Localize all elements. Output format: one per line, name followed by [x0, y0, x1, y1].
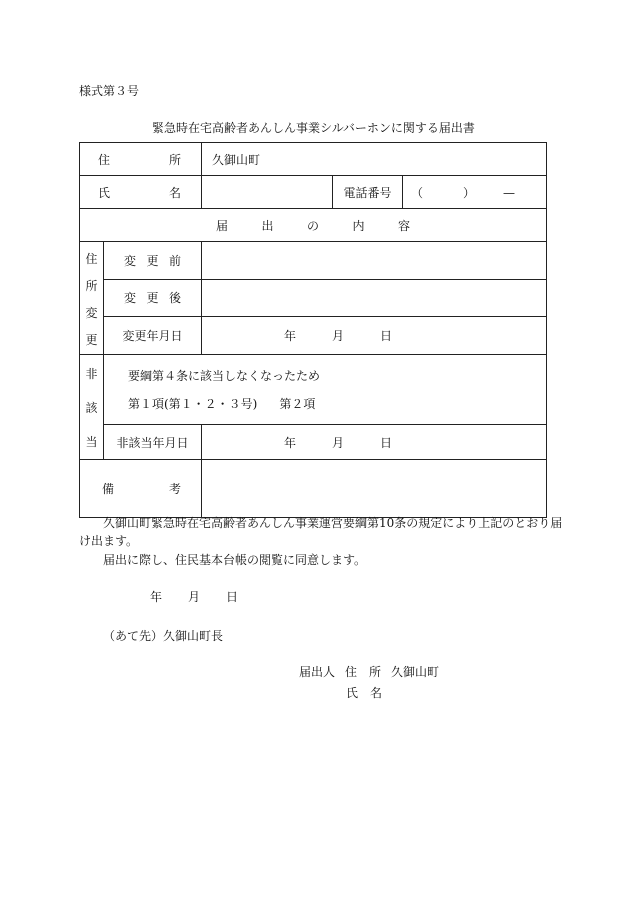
ineligible-date-value[interactable]: 年 月 日	[202, 425, 547, 460]
ineligible-item-1[interactable]: 第１項(第１・２・３号)	[128, 396, 258, 411]
ineligible-date-row	[80, 425, 547, 460]
before-change-row	[80, 242, 547, 280]
addressee: （あて先）久御山町長	[103, 629, 224, 643]
ineligible-date-label: 非該当年月日	[104, 425, 202, 460]
application-table	[79, 142, 547, 518]
ineligible-item-2[interactable]: 第２項	[279, 396, 316, 411]
before-change-label: 変 更 前	[104, 242, 202, 280]
change-date-label: 変更年月日	[104, 317, 202, 355]
applicant-name-line	[346, 684, 382, 701]
phone-label: 電話番号	[333, 176, 403, 209]
applicant-address-line	[299, 663, 439, 680]
statement-line-2: け出ます。	[79, 534, 139, 548]
date-line: 年 月 日	[150, 590, 239, 604]
phone-value[interactable]: （ ） —	[403, 176, 547, 209]
name-value[interactable]	[202, 176, 333, 209]
name-label: 氏 名	[80, 176, 202, 209]
contents-header-row	[80, 209, 547, 242]
ineligible-reason-cell	[104, 355, 547, 425]
after-change-row	[80, 279, 547, 317]
change-date-value[interactable]: 年 月 日	[202, 317, 547, 355]
after-change-label: 変 更 後	[104, 279, 202, 317]
remarks-value[interactable]	[202, 460, 547, 518]
applicant-address-value[interactable]: 久御山町	[391, 665, 440, 679]
address-change-label: 住 所 変 更	[80, 242, 104, 355]
ineligible-label: 非 該 当	[80, 355, 104, 460]
change-date-row	[80, 317, 547, 355]
contents-header: 届 出 の 内 容	[80, 209, 547, 242]
address-value[interactable]: 久御山町	[202, 143, 547, 176]
remarks-row	[80, 460, 547, 518]
ineligible-reason-text: 要綱第４条に該当しなくなったため	[128, 368, 321, 383]
applicant-address-label: 住 所	[345, 665, 382, 679]
before-change-value[interactable]	[202, 242, 547, 280]
address-label: 住 所	[80, 143, 202, 176]
after-change-value[interactable]	[202, 279, 547, 317]
address-row	[80, 143, 547, 176]
statement-line-1: 久御山町緊急時在宅高齢者あんしん事業運営要綱第10条の規定により上記のとおり届	[103, 516, 563, 530]
remarks-label: 備 考	[80, 460, 202, 518]
ineligible-reason-row	[80, 355, 547, 425]
applicant-name-label: 氏 名	[346, 686, 383, 700]
form-title: 緊急時在宅高齢者あんしん事業シルバーホンに関する届出書	[152, 121, 475, 135]
form-number: 様式第３号	[79, 84, 140, 98]
ineligible-items	[128, 390, 546, 418]
consent-text: 届出に際し、住民基本台帳の閲覧に同意します。	[103, 553, 367, 567]
name-phone-row	[80, 176, 547, 209]
applicant-label: 届出人	[299, 665, 336, 679]
